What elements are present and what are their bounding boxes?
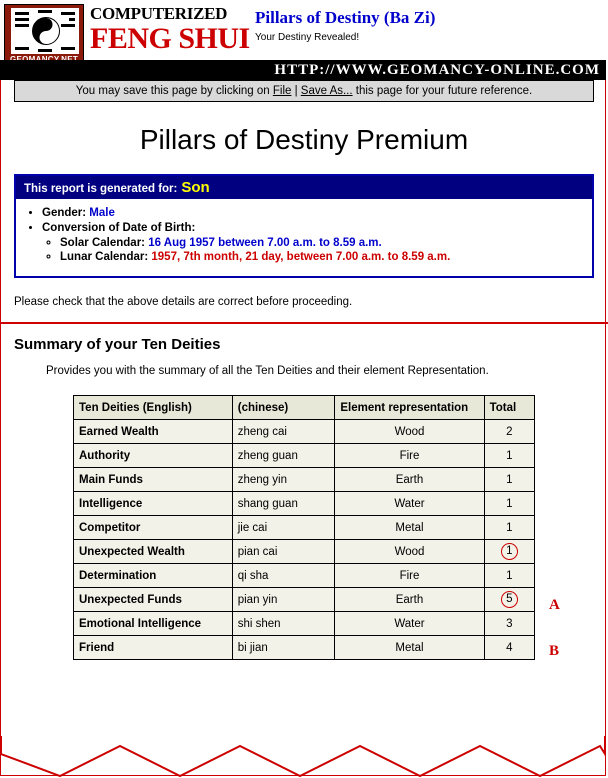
conversion-label: Conversion of Date of Birth: [42,222,196,234]
report-subject-name: Son [181,179,210,196]
save-notice-separator: | [291,85,301,97]
column-header-element: Element representation [335,396,484,420]
cell-english: Emotional Intelligence [74,612,233,636]
brand-line2: FENG SHUI [90,22,250,55]
product-tagline: Your Destiny Revealed! [255,32,360,43]
cell-chinese: jie cai [232,516,335,540]
total-value-highlighted: 5 [501,591,518,608]
gender-value: Male [89,207,115,219]
total-value: 1 [506,497,513,510]
file-menu-label: File [272,85,292,97]
cell-chinese: zheng yin [232,468,335,492]
cell-element: Earth [335,468,484,492]
geomancy-logo [4,4,84,66]
check-details-note: Please check that the above details are correct before proceeding. [14,296,353,308]
brand-title [90,4,250,54]
gender-label: Gender: [42,207,87,219]
summary-section-description: Provides you with the summary of all the Ten Deities and their element Representation. [46,365,489,377]
cell-english: Unexpected Wealth [74,540,233,564]
saveas-menu-label: Save As... [300,85,353,97]
total-value: 1 [506,473,513,486]
cell-element: Earth [335,588,484,612]
total-value: 1 [506,449,513,462]
cell-english: Intelligence [74,492,233,516]
product-name: Pillars of Destiny (Ba Zi) [255,8,436,27]
cell-english: Determination [74,564,233,588]
cell-chinese: pian cai [232,540,335,564]
cell-english: Competitor [74,516,233,540]
cell-chinese: bi jian [232,636,335,660]
cell-chinese: zheng guan [232,444,335,468]
cell-element: Metal [335,636,484,660]
lunar-label: Lunar Calendar: [60,251,149,263]
column-header-total: Total [484,396,534,420]
cell-element: Wood [335,420,484,444]
solar-label: Solar Calendar: [60,237,145,249]
total-value: 1 [506,569,513,582]
website-url: HTTP://WWW.GEOMANCY-ONLINE.COM [0,60,606,80]
cell-element: Fire [335,564,484,588]
total-value-highlighted: 1 [501,543,518,560]
report-header-label: This report is generated for: [24,183,178,195]
total-value: 2 [506,425,513,438]
lunar-value: 1957, 7th month, 21 day, between 7.00 a.m. to 8.59 a.m. [151,251,451,263]
cell-english: Authority [74,444,233,468]
total-value: 3 [506,617,513,630]
cell-english: Unexpected Funds [74,588,233,612]
cell-element: Fire [335,444,484,468]
total-value: 1 [506,521,513,534]
cell-element: Metal [335,516,484,540]
save-notice-suffix: this page for your future reference. [352,85,533,97]
brand-line1: COMPUTERIZED [90,4,228,23]
total-value: 4 [506,641,513,654]
solar-value: 16 Aug 1957 between 7.00 a.m. to 8.59 a.m. [148,237,382,249]
masthead [0,0,608,78]
cell-english: Main Funds [74,468,233,492]
cell-chinese: qi sha [232,564,335,588]
cell-element: Wood [335,540,484,564]
cell-element: Water [335,612,484,636]
cell-english: Friend [74,636,233,660]
cell-chinese: shi shen [232,612,335,636]
zigzag-footer-border [0,734,606,778]
column-header-english: Ten Deities (English) [74,396,233,420]
annotation-marker-a: A [549,597,560,613]
bagua-icon [11,8,79,54]
annotation-marker-b: B [549,643,560,659]
save-notice-prefix: You may save this page by clicking on [75,85,273,97]
cell-chinese: shang guan [232,492,335,516]
yin-yang-icon [32,17,60,45]
product-title [255,8,435,43]
summary-section-title: Summary of your Ten Deities [14,336,221,353]
cell-chinese: pian yin [232,588,335,612]
cell-english: Earned Wealth [74,420,233,444]
cell-chinese: zheng cai [232,420,335,444]
column-header-chinese: (chinese) [232,396,335,420]
cell-element: Water [335,492,484,516]
page-title: Pillars of Destiny Premium [139,124,469,155]
